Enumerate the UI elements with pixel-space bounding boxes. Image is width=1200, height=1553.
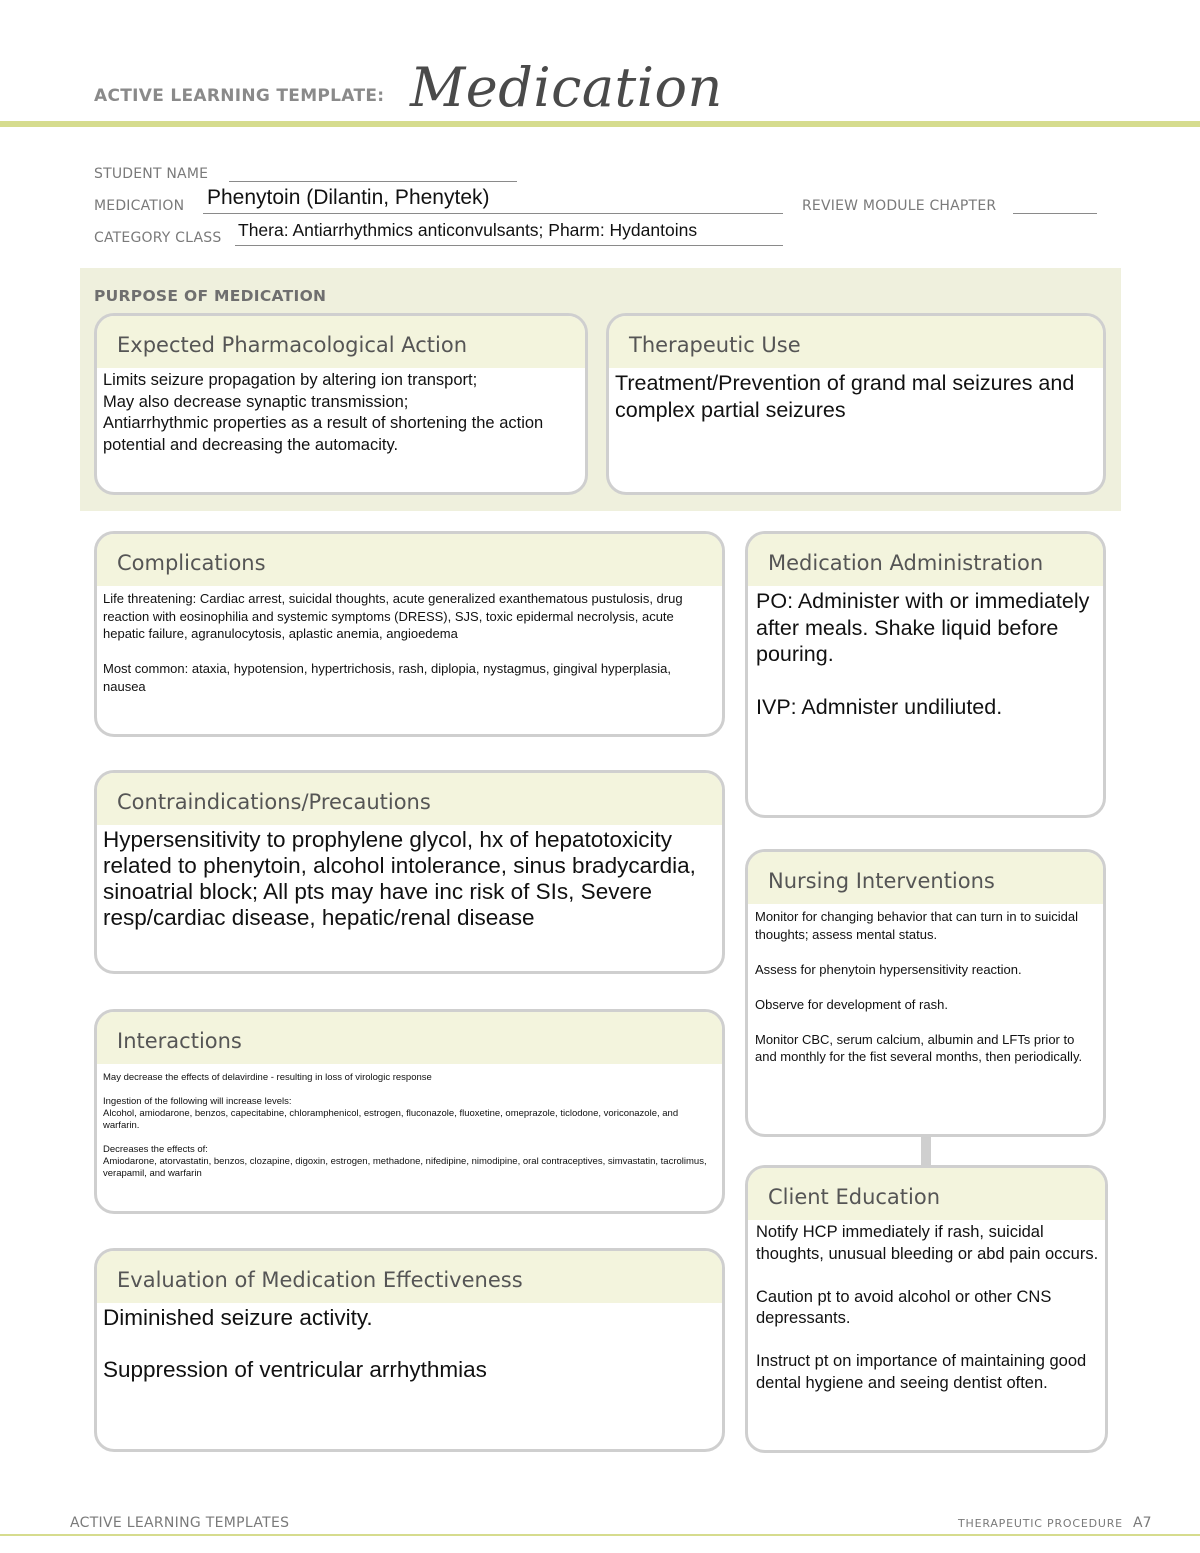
contraindications-box: [94, 770, 725, 974]
medication-label: MEDICATION: [94, 198, 185, 214]
complications-title: Complications: [97, 534, 722, 586]
client-education-box: [745, 1165, 1108, 1453]
category-class-line: [235, 245, 783, 246]
interactions-box: [94, 1009, 725, 1214]
contraindications-title: Contraindications/Precautions: [97, 773, 722, 825]
template-label: ACTIVE LEARNING TEMPLATE:: [94, 86, 385, 106]
client-education-title: Client Education: [748, 1168, 1105, 1220]
medication-line: [203, 213, 783, 214]
nursing-interventions-title: Nursing Interventions: [748, 852, 1103, 904]
interactions-title: Interactions: [97, 1012, 722, 1064]
complications-box: [94, 531, 725, 737]
expected-action-box: [94, 313, 588, 495]
expected-action-title: Expected Pharmacological Action: [97, 316, 585, 368]
medication-administration-body[interactable]: PO: Administer with or immediately after meals. Shake liquid before pouring. IVP: Admnister undiliuted.: [756, 589, 1090, 719]
evaluation-title: Evaluation of Medication Effectiveness: [97, 1251, 722, 1303]
category-class-label: CATEGORY CLASS: [94, 230, 222, 246]
interactions-body[interactable]: May decrease the effects of delavirdine - resulting in loss of virologic response Ingestion of the following will increase levels: Alcohol, amiodarone, benzos, capecitabine, chloramphenicol, estrogen, fluconazole, fluoxetine, omeprazole, ticlodone, voriconazole, and warfarin. Decreases the effects of: Amiodarone, atorvastatin, benzos, clozapine, digoxin, estrogen, methadone, nifedipine, nimodipine, oral contraceptives, simvastatin, tacrolimus, verapamil, and warfarin: [103, 1072, 707, 1179]
review-module-chapter-line: [1013, 213, 1097, 214]
medication-field[interactable]: Phenytoin (Dilantin, Phenytek): [207, 186, 490, 209]
review-module-chapter-label: REVIEW MODULE CHAPTER: [802, 198, 997, 214]
evaluation-box: [94, 1248, 725, 1452]
nursing-interventions-body[interactable]: Monitor for changing behavior that can turn in to suicidal thoughts; assess mental status. Assess for phenytoin hypersensitivity reaction. Observe for development of rash. Monitor CBC, serum calcium, albumin and LFTs prior to and monthly for the fist several months, then periodically.: [755, 909, 1083, 1064]
footer-left-label: ACTIVE LEARNING TEMPLATES: [70, 1515, 290, 1531]
page-title: Medication: [410, 56, 723, 119]
category-class-field[interactable]: Thera: Antiarrhythmics anticonvulsants; Pharm: Hydantoins: [238, 220, 698, 240]
evaluation-body[interactable]: Diminished seizure activity. Suppression of ventricular arrhythmias: [103, 1305, 487, 1382]
purpose-title: PURPOSE OF MEDICATION: [94, 287, 327, 305]
footer-divider: [0, 1534, 1200, 1536]
contraindications-body[interactable]: Hypersensitivity to prophylene glycol, hx of hepatotoxicity related to phenytoin, alcohol intolerance, sinus bradycardia, sinoatrial block; All pts may have inc risk of SIs, Severe resp/cardiac disease, hepatic/renal disease: [103, 827, 696, 930]
student-name-label: STUDENT NAME: [94, 166, 209, 182]
therapeutic-use-body[interactable]: Treatment/Prevention of grand mal seizures and complex partial seizures: [615, 371, 1075, 422]
footer-right-label: THERAPEUTIC PROCEDURE: [958, 1517, 1123, 1530]
complications-body[interactable]: Life threatening: Cardiac arrest, suicidal thoughts, acute generalized exanthematous pustulosis, drug reaction with eosinophilia and systemic symptoms (DRESS), SJS, toxic epidermal necrolysis, acute hepatic failure, agranulocytosis, aplastic anemia, angioedema Most common: ataxia, hypotension, hypertrichosis, rash, diplopia, nystagmus, gingival hyperplasia, nausea: [103, 591, 683, 694]
nursing-interventions-box: [745, 849, 1106, 1137]
therapeutic-use-box: [606, 313, 1106, 495]
medication-administration-box: [745, 531, 1106, 818]
expected-action-body[interactable]: Limits seizure propagation by altering ion transport; May also decrease synaptic transmission; Antiarrhythmic properties as a result of shortening the action potential and decreasing the automacity.: [103, 371, 544, 454]
therapeutic-use-title: Therapeutic Use: [609, 316, 1103, 368]
box-connector: [921, 1136, 931, 1166]
client-education-body[interactable]: Notify HCP immediately if rash, suicidal thoughts, unusual bleeding or abd pain occurs. Caution pt to avoid alcohol or other CNS depressants. Instruct pt on importance of maintaining good dental hygiene and seeing dentist often.: [756, 1223, 1099, 1392]
page-number: A7: [1133, 1515, 1152, 1531]
medication-administration-title: Medication Administration: [748, 534, 1103, 586]
header-divider: [0, 121, 1200, 127]
student-name-line: [229, 181, 517, 182]
